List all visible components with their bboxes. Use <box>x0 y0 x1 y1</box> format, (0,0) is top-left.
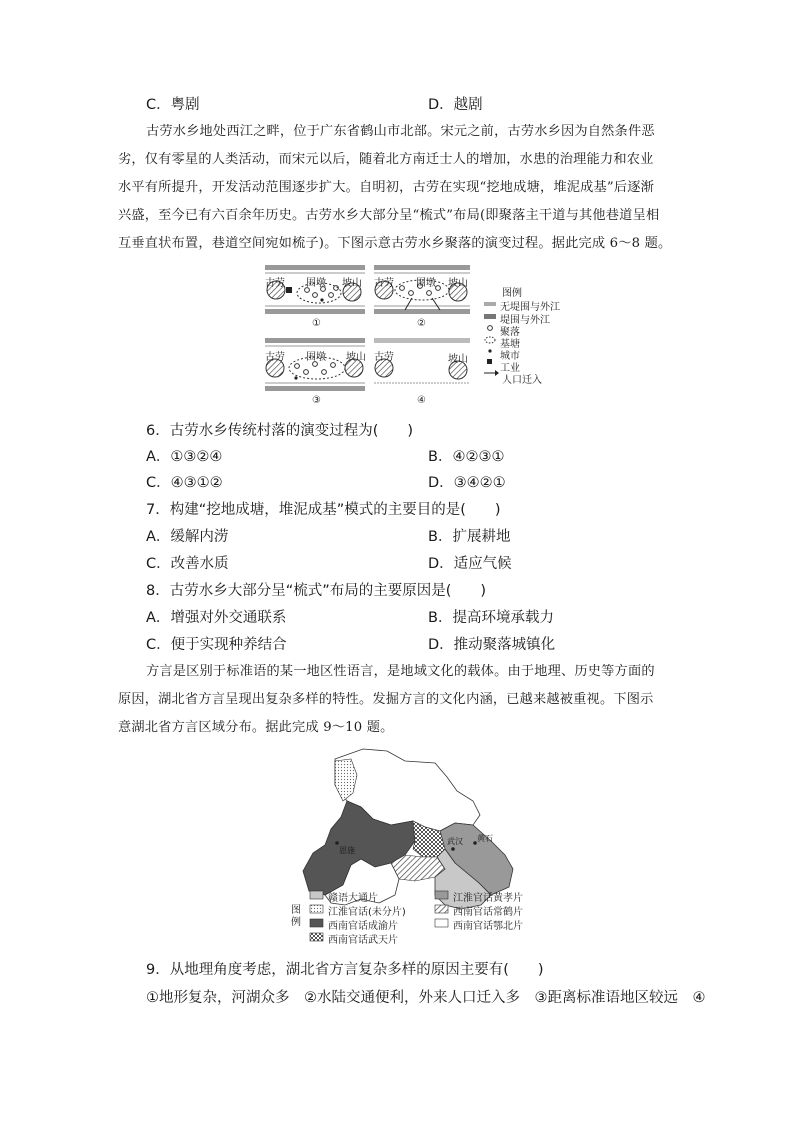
panel-1 <box>265 265 365 314</box>
panel4-right-label: 坡山 <box>448 354 468 365</box>
q7-option-a: A．缓解内涝 <box>146 529 229 545</box>
passage-line: 互垂直状布置，巷道空间宛如梳子)。下图示意古劳水乡聚落的演变过程。据此完成 6～8 题。 <box>118 236 672 251</box>
hubei-dialect-map-figure <box>291 745 545 955</box>
legend-item: 江淮官话黄孝片 <box>453 893 523 904</box>
city-label-enshi: 恩施 <box>339 846 355 855</box>
passage-line: 兴盛，至今已有六百余年历史。古劳水乡大部分呈“梳式”布局(即聚落主干道与其他巷道呈相 <box>118 208 660 223</box>
panel3-number: ③ <box>312 395 321 406</box>
q7-option-c: C．改善水质 <box>146 556 229 572</box>
q6-stem: 6．古劳水乡传统村落的演变过程为( ) <box>146 423 414 439</box>
q7-option-b: B．扩展耕地 <box>428 529 511 545</box>
legend-item: 人口迁入 <box>502 375 542 386</box>
settlement-evolution-figure <box>262 262 560 412</box>
figure1-legend-symbols <box>484 302 499 376</box>
passage-line: 古劳水乡地处西江之畔，位于广东省鹤山市北部。宋元之前，古劳水乡因为自然条件恶 <box>146 124 655 139</box>
panel2-right-label: 坡山 <box>448 278 468 289</box>
legend-item: 基塘 <box>500 339 520 350</box>
passage-line: 劣，仅有零星的人类活动，而宋元以后，随着北方南迁士人的增加，水患的治理能力和农业 <box>118 152 654 167</box>
passage-line: 水平有所提升，开发活动范围逐步扩大。自明初，古劳在实现“挖地成塘，堆泥成基”后逐渐 <box>118 180 654 195</box>
panel4-left-label: 古劳 <box>374 352 394 363</box>
panel1-mid-label: 围墩 <box>306 278 326 289</box>
panel-2 <box>374 265 470 314</box>
legend-item: 聚落 <box>500 327 520 338</box>
q8-stem: 8．古劳水乡大部分呈“梳式”布局的主要原因是( ) <box>146 583 487 599</box>
q6-option-d: D．③④②① <box>428 475 506 491</box>
legend-item: 工业 <box>500 363 520 374</box>
city-label-huangshi: 黄石 <box>477 834 493 843</box>
legend-item: 西南官话常鹤片 <box>453 907 523 918</box>
q8-option-d: D．推动聚落城镇化 <box>428 637 556 653</box>
q9-stem: 9．从地理角度考虑，湖北省方言复杂多样的原因主要有( ) <box>146 962 544 978</box>
panel3-right-label: 坡山 <box>346 352 366 363</box>
passage-line: 原因，湖北省方言呈现出复杂多样的特性。发掘方言的文化内涵，已越来越被重视。下图示 <box>118 692 654 707</box>
panel3-left-label: 古劳 <box>265 352 285 363</box>
q7-option-d: D．适应气候 <box>428 556 512 572</box>
panel1-left-label: 古劳 <box>265 278 285 289</box>
figure1-legend-title: 图例 <box>502 288 522 299</box>
q6-option-b: B．④②③① <box>428 449 505 465</box>
passage-line: 意湖北省方言区域分布。据此完成 9～10 题。 <box>118 720 394 735</box>
panel1-number: ① <box>312 318 321 329</box>
legend-item: 堤围与外江 <box>500 315 550 326</box>
panel2-mid-label: 围墩 <box>416 278 436 289</box>
q6-option-c: C．④③①② <box>146 475 223 491</box>
legend-item: 江淮官话(未分片) <box>328 907 406 918</box>
passage-line: 方言是区别于标准语的某一地区性语言，是地域文化的载体。由于地理、历史等方面的 <box>146 664 655 679</box>
panel1-right-label: 坡山 <box>342 278 362 289</box>
panel-3 <box>265 338 365 391</box>
legend-item: 西南官话成渝片 <box>328 921 398 932</box>
q9-options-line: ①地形复杂，河湖众多 ②水陆交通便利，外来人口迁入多 ③距离标准语地区较远 ④ <box>146 990 706 1006</box>
q7-stem: 7．构建“挖地成塘，堆泥成基”模式的主要目的是( ) <box>146 502 501 518</box>
q5-option-c: C．粤剧 <box>146 97 200 113</box>
panel4-number: ④ <box>417 395 426 406</box>
q5-option-d: D．越剧 <box>428 97 483 113</box>
panel2-left-label: 古劳 <box>374 278 394 289</box>
legend-item: 赣语大通片 <box>328 893 378 904</box>
panel2-number: ② <box>417 318 426 329</box>
q8-option-b: B．提高环境承载力 <box>428 610 554 626</box>
q8-option-c: C．便于实现种养结合 <box>146 637 287 653</box>
figure2-legend-label: 图例 <box>291 905 301 928</box>
city-label-wuhan: 武汉 <box>447 837 463 846</box>
q6-option-a: A．①③②④ <box>146 449 223 465</box>
legend-item: 西南官话鄂北片 <box>453 921 523 932</box>
panel3-mid-label: 围墩 <box>306 352 326 363</box>
q8-option-a: A．增强对外交通联系 <box>146 610 287 626</box>
legend-item: 无堤围与外江 <box>500 302 560 313</box>
legend-item: 西南官话武天片 <box>328 935 398 946</box>
legend-item: 城市 <box>500 351 520 362</box>
